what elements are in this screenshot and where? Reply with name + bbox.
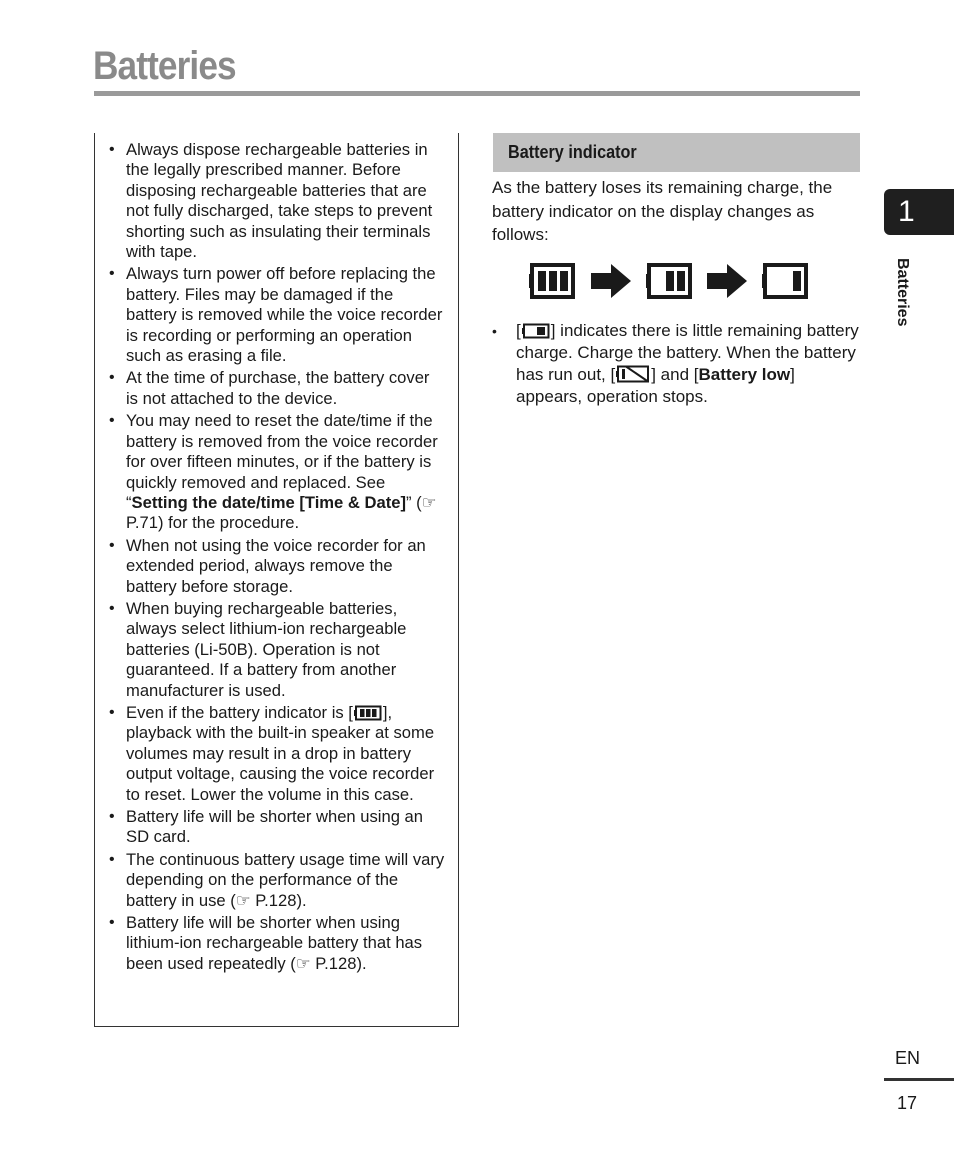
precaution-item <box>109 599 446 701</box>
bullet: • <box>109 536 115 554</box>
battery-empty-icon <box>616 365 650 383</box>
battery-full-icon <box>354 705 382 721</box>
precaution-text: Always dispose rechargeable batteries in the legally prescribed manner. Before disposing rechargeable batteries that are not fully discharged, take steps to prevent shorting such as insulating their terminals with tape. <box>126 140 433 262</box>
bullet: • <box>109 808 115 825</box>
precaution-text: Always turn power off before replacing the battery. Files may be damaged if the battery is removed while the voice recorder is recording or performing an operation such as erasing a file. <box>126 264 443 366</box>
precaution-item <box>109 536 446 597</box>
precaution-text: The continuous battery usage time will vary depending on the performance of the battery in use (☞ P.128). <box>126 849 445 910</box>
precaution-text: When buying rechargeable batteries, always select lithium-ion rechargeable batteries (Li-50B). Operation is not guaranteed. If a battery from another manufacturer is used. <box>126 598 407 700</box>
bullet: • <box>109 599 115 617</box>
bullet: • <box>109 914 115 932</box>
cross-reference-title: Setting the date/time [Time & Date] <box>131 492 406 512</box>
arrow-right-icon <box>707 264 747 298</box>
battery-half-icon <box>646 265 690 297</box>
precaution-text: Even if the battery indicator is [ <box>126 702 353 722</box>
precaution-item <box>109 703 446 805</box>
battery-low-icon <box>762 265 806 297</box>
chapter-tab[interactable]: 1 <box>884 189 954 235</box>
precautions-list <box>95 133 458 974</box>
precaution-item <box>109 264 446 366</box>
page-number: 17 <box>897 1093 918 1113</box>
precaution-text: You may need to reset the date/time if the battery is removed from the voice recorder for over fifteen minutes, or if the battery is quickly removed and replaced. See “ <box>126 411 438 512</box>
battery-low-note-text: [ ] indicates there is little remaining battery charge. Charge the battery. When the battery has run out, [ ] and [Battery low] appears, operation stops. <box>516 321 859 406</box>
bullet: • <box>109 850 115 868</box>
bullet: • <box>109 703 115 721</box>
language-label: EN <box>895 1048 921 1068</box>
precaution-item <box>109 411 446 533</box>
bullet: • <box>109 369 115 387</box>
bullet: • <box>109 412 115 430</box>
title-rule <box>94 91 860 96</box>
bullet: • <box>109 141 115 158</box>
battery-indicator-heading: Battery indicator <box>493 133 860 172</box>
precaution-item <box>109 850 446 911</box>
precautions-box <box>94 133 459 1027</box>
precaution-text: At the time of purchase, the battery cover is not attached to the device. <box>126 368 430 408</box>
precaution-text: Battery life will be shorter when using an SD card. <box>126 807 423 847</box>
footer-rule <box>884 1078 954 1081</box>
arrow-right-icon <box>591 264 631 298</box>
chapter-side-label: Batteries <box>894 258 911 327</box>
bullet: • <box>109 265 115 283</box>
battery-indicator-intro: As the battery loses its remaining charge, the battery indicator on the display changes as follows: <box>492 178 833 244</box>
precaution-item <box>109 368 446 409</box>
precaution-item <box>109 140 446 262</box>
precaution-text: ], playback with the built-in speaker at some volumes may result in a drop in battery output voltage, causing the voice recorder to reset. Lower the volume in this case. <box>126 702 435 804</box>
precaution-text: Battery life will be shorter when using lithium-ion rechargeable battery that has been used repeatedly (☞ P.128). <box>126 913 423 973</box>
page-title: Batteries <box>93 44 236 88</box>
battery-low-icon <box>522 323 550 339</box>
battery-low-note <box>492 320 862 408</box>
battery-full-icon <box>529 265 573 297</box>
precaution-text: When not using the voice recorder for an extended period, always remove the battery before storage. <box>126 535 426 596</box>
bullet: • <box>492 323 497 339</box>
precaution-item <box>109 807 446 848</box>
battery-indicator-sequence <box>529 260 819 302</box>
battery-low-label: Battery low <box>698 365 791 384</box>
precaution-text: ” (☞ P.71) for the procedure. <box>126 492 437 533</box>
precaution-item <box>109 913 446 974</box>
